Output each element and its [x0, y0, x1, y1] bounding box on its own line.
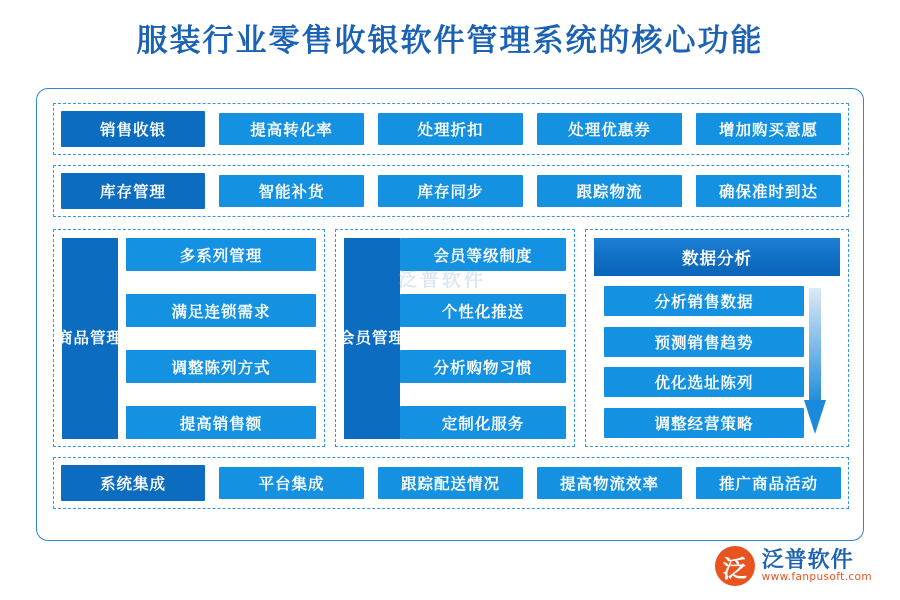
- section-label-sales: 销售收银: [61, 111, 205, 147]
- stock-item-1[interactable]: 库存同步: [378, 175, 523, 207]
- member-item-2[interactable]: 分析购物习惯: [400, 350, 566, 383]
- goods-item-3[interactable]: 提高销售额: [126, 406, 316, 439]
- system-item-2[interactable]: 提高物流效率: [537, 467, 682, 499]
- sales-item-3[interactable]: 增加购买意愿: [696, 113, 841, 145]
- background-watermark: 泛普软件: [398, 269, 487, 291]
- member-item-0[interactable]: 会员等级制度: [400, 238, 566, 271]
- section-system: [53, 457, 849, 509]
- goods-item-2[interactable]: 调整陈列方式: [126, 350, 316, 383]
- data-item-1[interactable]: 预测销售趋势: [604, 327, 804, 357]
- member-item-1[interactable]: 个性化推送: [400, 294, 566, 327]
- diagram-frame: [36, 88, 864, 541]
- system-item-3[interactable]: 推广商品活动: [696, 467, 841, 499]
- system-item-1[interactable]: 跟踪配送情况: [378, 467, 523, 499]
- goods-item-1[interactable]: 满足连锁需求: [126, 294, 316, 327]
- logo-url: www.fanpusoft.com: [761, 571, 872, 584]
- stock-item-2[interactable]: 跟踪物流: [537, 175, 682, 207]
- logo-mark-icon: 泛: [715, 546, 755, 586]
- arrow-down-icon: [804, 288, 826, 436]
- section-label-data: 数据分析: [594, 238, 840, 276]
- stock-item-0[interactable]: 智能补货: [219, 175, 364, 207]
- section-sales: [53, 103, 849, 155]
- sales-item-2[interactable]: 处理优惠券: [537, 113, 682, 145]
- section-goods: [53, 229, 325, 447]
- data-item-0[interactable]: 分析销售数据: [604, 286, 804, 316]
- brand-logo: [715, 546, 872, 586]
- logo-name: 泛普软件: [761, 547, 854, 573]
- data-item-3[interactable]: 调整经营策略: [604, 408, 804, 438]
- section-label-member: 会员管理: [344, 238, 400, 439]
- member-item-3[interactable]: 定制化服务: [400, 406, 566, 439]
- system-item-0[interactable]: 平台集成: [219, 467, 364, 499]
- section-stock: [53, 165, 849, 217]
- data-item-2[interactable]: 优化选址陈列: [604, 367, 804, 397]
- sales-item-0[interactable]: 提高转化率: [219, 113, 364, 145]
- page-title: 服装行业零售收银软件管理系统的核心功能: [136, 23, 764, 59]
- stock-item-3[interactable]: 确保准时到达: [696, 175, 841, 207]
- section-label-stock: 库存管理: [61, 173, 205, 209]
- section-member: [335, 229, 575, 447]
- section-label-system: 系统集成: [61, 465, 205, 501]
- section-data: [585, 229, 849, 447]
- sales-item-1[interactable]: 处理折扣: [378, 113, 523, 145]
- section-label-goods: 商品管理: [62, 238, 118, 439]
- goods-item-0[interactable]: 多系列管理: [126, 238, 316, 271]
